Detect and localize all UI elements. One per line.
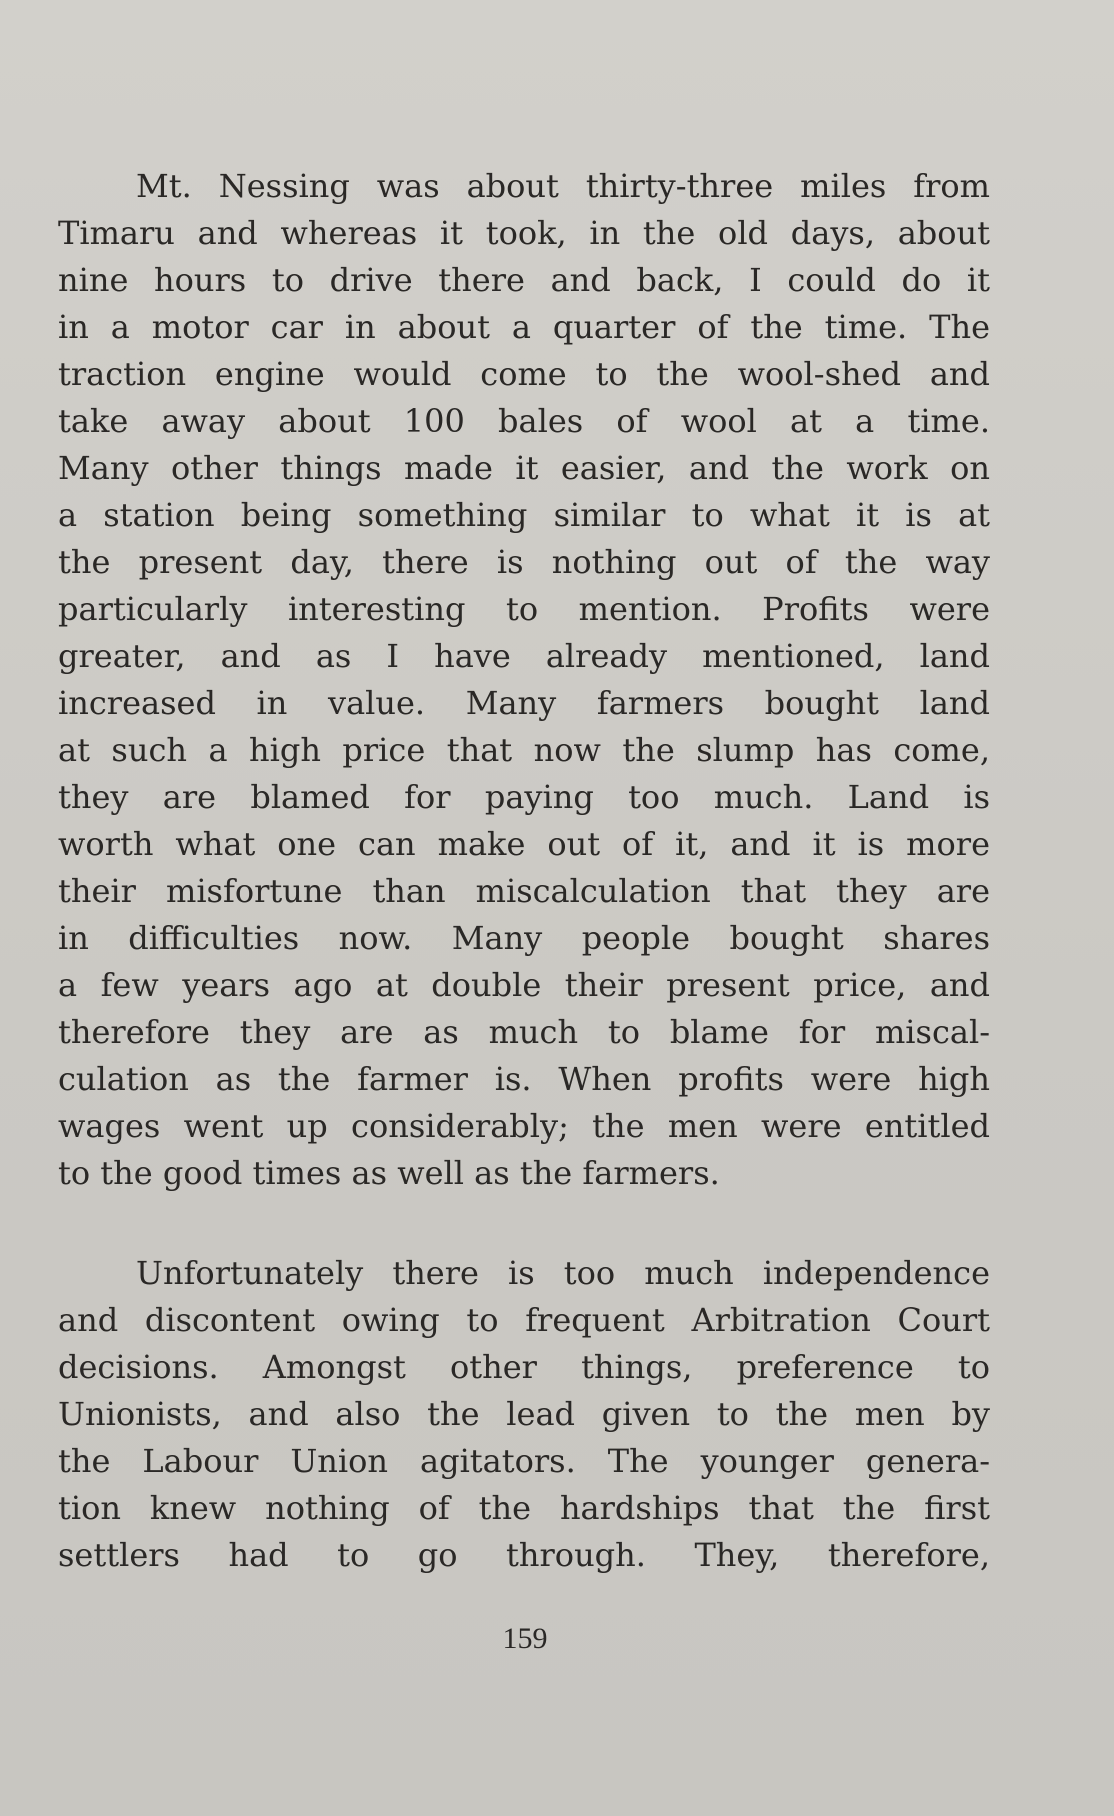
text-line: therefore they are as much to blame for miscal- bbox=[58, 1013, 990, 1051]
text-line: decisions. Amongst other things, preference to bbox=[58, 1348, 990, 1386]
body-text bbox=[58, 163, 990, 1579]
text-line: take away about 100 bales of wool at a time. bbox=[58, 402, 990, 440]
text-line: settlers had to go through. They, therefore, bbox=[58, 1536, 990, 1574]
text-line: increased in value. Many farmers bought land bbox=[58, 684, 990, 722]
text-line: in a motor car in about a quarter of the time. The bbox=[58, 308, 990, 346]
page-number: 159 bbox=[502, 1622, 548, 1655]
text-line: in difficulties now. Many people bought shares bbox=[58, 919, 990, 957]
text-line: the present day, there is nothing out of the way bbox=[58, 543, 990, 581]
text-line: Many other things made it easier, and the work on bbox=[58, 449, 990, 487]
text-line: Mt. Nessing was about thirty-three miles from bbox=[136, 167, 990, 205]
text-line: particularly interesting to mention. Profits were bbox=[58, 590, 990, 628]
text-line: and discontent owing to frequent Arbitration Court bbox=[58, 1301, 990, 1339]
paragraph-1 bbox=[58, 163, 990, 1197]
text-line: worth what one can make out of it, and it is more bbox=[58, 825, 990, 863]
paragraph-2 bbox=[58, 1250, 990, 1579]
text-line: traction engine would come to the wool-shed and bbox=[58, 355, 990, 393]
text-line: culation as the farmer is. When profits were high bbox=[58, 1060, 990, 1098]
paragraph-gap bbox=[58, 1197, 990, 1250]
text-line: their misfortune than miscalculation that they are bbox=[58, 872, 990, 910]
text-line: greater, and as I have already mentioned, land bbox=[58, 637, 990, 675]
text-line: a few years ago at double their present price, and bbox=[58, 966, 990, 1004]
text-line: the Labour Union agitators. The younger genera- bbox=[58, 1442, 990, 1480]
text-line: a station being something similar to what it is at bbox=[58, 496, 990, 534]
text-line: nine hours to drive there and back, I could do it bbox=[58, 261, 990, 299]
text-line: Timaru and whereas it took, in the old days, about bbox=[58, 214, 990, 252]
text-line: they are blamed for paying too much. Land is bbox=[58, 778, 990, 816]
text-line: to the good times as well as the farmers. bbox=[58, 1154, 720, 1192]
text-line: wages went up considerably; the men were entitled bbox=[58, 1107, 990, 1145]
text-line: Unfortunately there is too much independence bbox=[136, 1254, 990, 1292]
text-line: at such a high price that now the slump has come, bbox=[58, 731, 990, 769]
text-line: tion knew nothing of the hardships that the first bbox=[58, 1489, 990, 1527]
text-line: Unionists, and also the lead given to the men by bbox=[58, 1395, 990, 1433]
